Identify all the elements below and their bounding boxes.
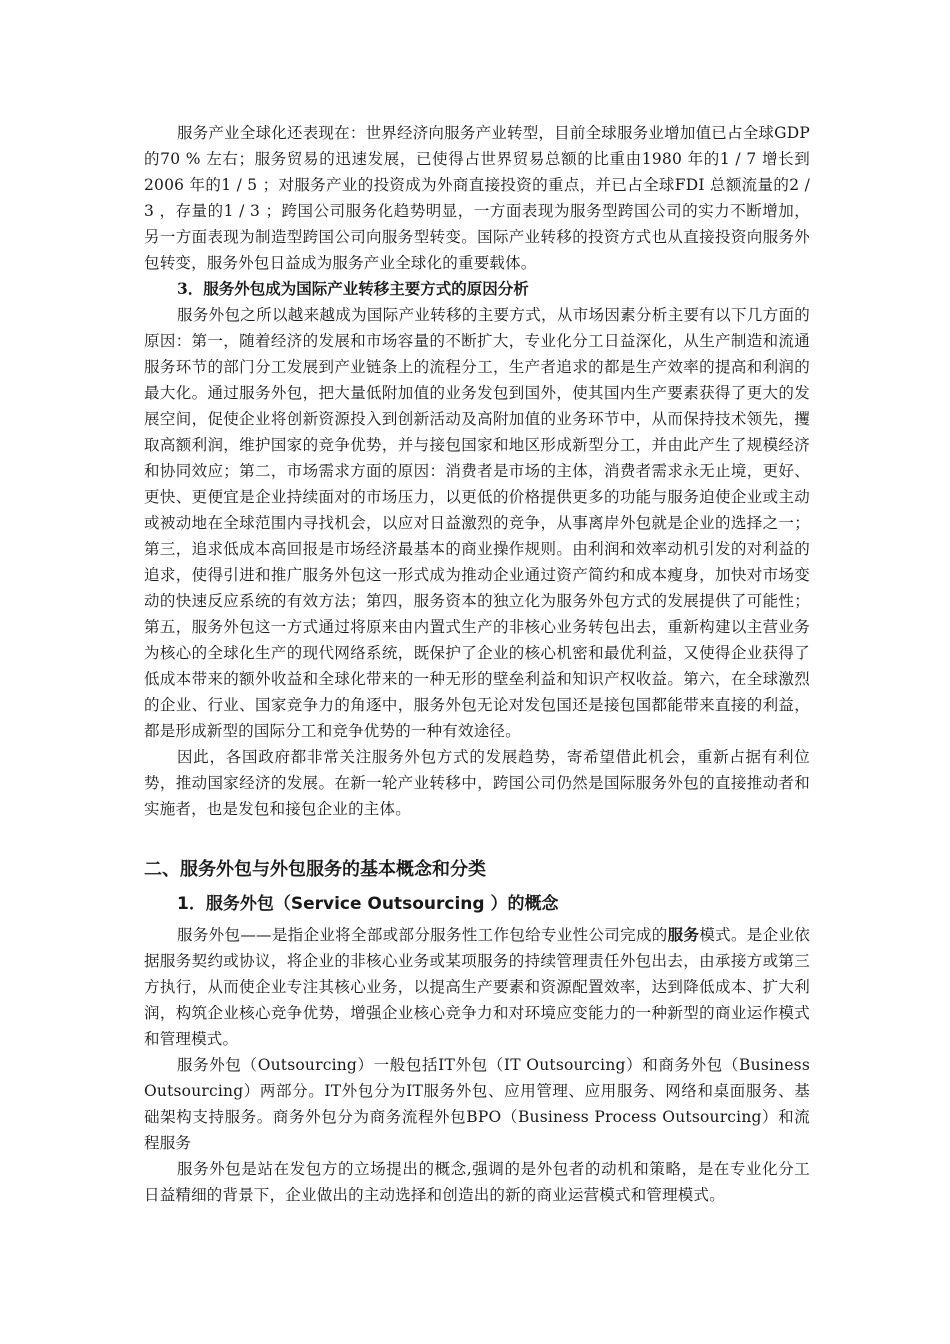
definition-text-b: 模式。是企业依据服务契约或协议，将企业的非核心业务或某项服务的持续管理责任外包出去，由承接方或第三方执行，从而使企业专注其核心业务，以提高生产要素和资源配置效率，达到降低成本、扩大利润，构筑企业核心竞争优势，增强企业核心竞争力和对环境应变能力的一种新型的商业运作模式和管理模式。	[144, 926, 811, 1048]
subheading-reasons-analysis: 3．服务外包成为国际产业转移主要方式的原因分析	[177, 279, 529, 298]
paragraph-outsourcing-types: 服务外包（Outsourcing）一般包括IT外包（IT Outsourcing）和商务外包（Business Outsourcing）两部分。IT外包分为IT服务外包、应用管理、应用服务、网络和桌面服务、基础架构支持服务。商务外包分为商务流程外包BPO（Business Process Outsourcing）和流程服务	[144, 1056, 810, 1152]
paragraph-service-globalization: 服务产业全球化还表现在：世界经济向服务产业转型，目前全球服务业增加值已占全球GDP 的70 % 左右；服务贸易的迅速发展，已使得占世界贸易总额的比重由1980 年的1 / 7 增长到2006 年的1 / 5 ；对服务产业的投资成为外商直接投资的重点，并已占全球FDI 总额流量的2 / 3 ，存量的1 / 3 ；跨国公司服务化趋势明显，一方面表现为服务型跨国公司的实力不断增加，另一方面表现为制造型跨国公司向服务型转变。国际产业转移的投资方式也从直接投资向服务外包转变，服务外包日益成为服务产业全球化的重要载体。	[144, 124, 810, 272]
paragraph-market-reasons: 服务外包之所以越来越成为国际产业转移的主要方式，从市场因素分析主要有以下几方面的原因：第一，随着经济的发展和市场容量的不断扩大，专业化分工日益深化，从生产制造和流通服务环节的部门分工发展到产业链条上的流程分工，生产者追求的都是生产效率的提高和利润的最大化。通过服务外包，把大量低附加值的业务发包到国外，使其国内生产要素获得了更大的发展空间，促使企业将创新资源投入到创新活动及高附加值的业务环节中，从而保持技术领先，攫取高额利润，维护国家的竞争优势，并与接包国家和地区形成新型分工，并由此产生了规模经济和协同效应；第二，市场需求方面的原因：消费者是市场的主体，消费者需求永无止境，更好、更快、更便宜是企业持续面对的市场压力，以更低的价格提供更多的功能与服务迫使企业或主动或被动地在全球范围内寻找机会，以应对日益激烈的竞争，从事离岸外包就是企业的选择之一；第三，追求低成本高回报是市场经济最基本的商业操作规则。由利润和效率动机引发的对利益的追求，使得引进和推广服务外包这一形式成为推动企业通过资产简约和成本瘦身，加快对市场变动的快速反应系统的有效方法；第四，服务资本的独立化为服务外包方式的发展提供了可能性；第五，服务外包这一方式通过将原来由内置式生产的非核心业务转包出去，重新构建以主营业务为核心的全球化生产的现代网络系统，既保护了企业的核心机密和最优利益，又使得企业获得了低成本带来的额外收益和全球化带来的一种无形的壁垒利益和知识产权收益。第六，在全球激烈的企业、行业、国家竞争力的角逐中，服务外包无论对发包国还是接包国都能带来直接的利益，都是形成新型的国际分工和竞争优势的一种有效途径。	[144, 306, 810, 740]
document-body	[144, 120, 810, 1208]
paragraph-outsourcing-perspective: 服务外包是站在发包方的立场提出的概念,强调的是外包者的动机和策略，是在专业化分工日益精细的背景下，企业做出的主动选择和创造出的新的商业运营模式和管理模式。	[144, 1160, 810, 1204]
definition-text-a: 服务外包——是指企业将全部或部分服务性工作包给专业性公司完成的	[177, 926, 668, 944]
paragraph-conclusion: 因此，各国政府都非常关注服务外包方式的发展趋势，寄希望借此机会，重新占据有利位势，推动国家经济的发展。在新一轮产业转移中，跨国公司仍然是国际服务外包的直接推动者和实施者，也是发包和接包企业的主体。	[144, 748, 810, 818]
paragraph-definition	[144, 922, 810, 1052]
section-heading-basic-concepts: 二、服务外包与外包服务的基本概念和分类	[144, 859, 486, 880]
definition-bold-term: 服务	[667, 925, 700, 944]
subheading-service-outsourcing-concept: 1．服务外包（Service Outsourcing ）的概念	[177, 894, 559, 914]
